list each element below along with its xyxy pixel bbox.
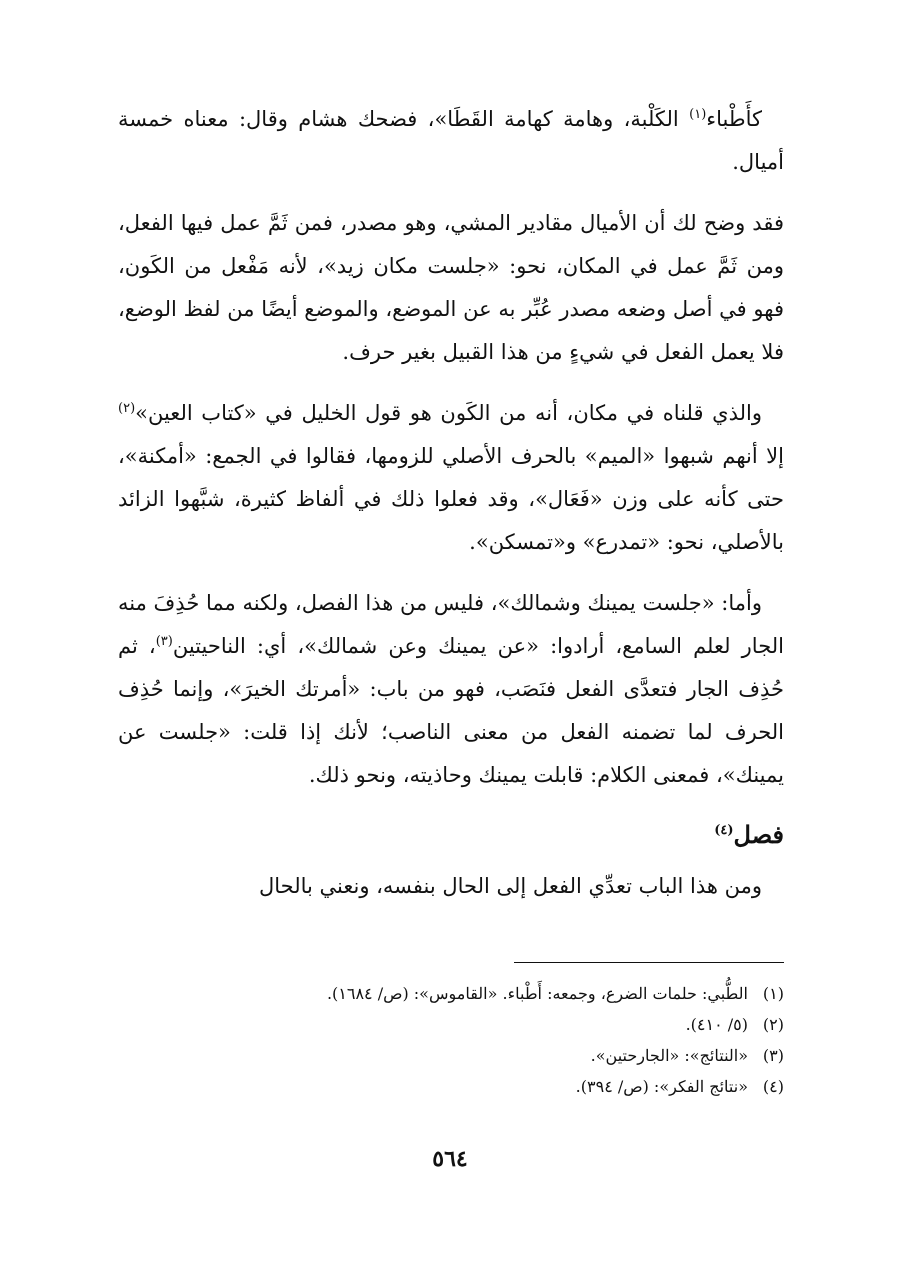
paragraph-3-rest: إلا أنهم شبهوا «الميم» بالحرف الأصلي للزومها، فقالوا في الجمع: «أمكنة»، حتى كأنه على وزن «فَعَال»، وقد فعلوا ذلك في ألفاظ كثيرة، شبَّهوا الزائد بالأصلي، نحو: «تمدرع» و«تمسكن». bbox=[118, 444, 784, 554]
paragraph-4-start: وأما: «جلست يمينك وشمالك»، فليس من هذا الفصل، ولكنه مما حُذِفَ منه الجار لعلم السامع، أرادوا: «عن يمينك وعن شمالك»، أي: الناحيتين bbox=[118, 591, 784, 658]
paragraph-2 bbox=[118, 202, 784, 374]
footnote-4 bbox=[150, 1071, 784, 1102]
footnote-2 bbox=[150, 1009, 784, 1040]
page-number: ٥٦٤ bbox=[432, 1146, 468, 1172]
footnote-text: (٥/ ٤١٠). bbox=[685, 1015, 748, 1034]
paragraph-1-start: كأَطْباء bbox=[706, 107, 762, 131]
footnote-1 bbox=[150, 978, 784, 1009]
footnote-number: (٣) bbox=[762, 1046, 784, 1065]
footnote-3 bbox=[150, 1040, 784, 1071]
footnote-divider bbox=[514, 962, 784, 963]
paragraph-5 bbox=[118, 865, 784, 908]
paragraph-1 bbox=[118, 98, 784, 184]
paragraph-5-text: ومن هذا الباب تعدِّي الفعل إلى الحال بنفسه، ونعني بالحال bbox=[258, 874, 762, 898]
footnote-ref-2[interactable]: (٢) bbox=[118, 401, 136, 416]
paragraph-4-rest: ، ثم حُذِف الجار فتعدَّى الفعل فنَصَب، فهو من باب: «أمرتك الخيرَ»، وإنما حُذِف الحرف لما تضمنه الفعل من معنى الناصب؛ لأنك إذا قلت: «جلست عن يمينك»، فمعنى الكلام: قابلت يمينك وحاذيته، ونحو ذلك. bbox=[118, 634, 784, 787]
section-heading-text: فصل bbox=[733, 820, 784, 849]
footnote-ref-1[interactable]: (١) bbox=[689, 107, 707, 122]
paragraph-2-text: فقد وضح لك أن الأميال مقادير المشي، وهو مصدر، فمن ثَمَّ عمل فيها الفعل، ومن ثَمَّ عمل في المكان، نحو: «جلست مكان زيد»، لأنه مَفْعل من الكَون، فهو في أصل وضعه مصدر عُبِّر به عن الموضع، والموضع أيضًا من لفظ الوضع، فلا يعمل الفعل في شيءٍ من هذا القبيل بغير حرف. bbox=[118, 211, 784, 364]
section-heading bbox=[118, 815, 784, 855]
paragraph-1-rest: الكَلْبة، وهامة كهامة القَطَا»، فضحك هشام وقال: معناه خمسة أميال. bbox=[118, 107, 784, 174]
footnote-text: الطُّبي: حلمات الضرع، وجمعه: أَطْباء. «القاموس»: (ص/ ١٦٨٤). bbox=[326, 984, 748, 1003]
main-text bbox=[118, 98, 784, 926]
footnote-text: «النتائج»: «الجارحتين». bbox=[590, 1046, 748, 1065]
footnote-ref-4[interactable]: (٤) bbox=[714, 823, 734, 838]
footnote-number: (١) bbox=[762, 984, 784, 1003]
footnotes bbox=[150, 978, 784, 1102]
footnote-number: (٢) bbox=[762, 1015, 784, 1034]
paragraph-3 bbox=[118, 392, 784, 564]
paragraph-4 bbox=[118, 582, 784, 797]
paragraph-3-start: والذي قلناه في مكان، أنه من الكَون هو قول الخليل في «كتاب العين» bbox=[135, 401, 762, 425]
footnote-ref-3[interactable]: (٣) bbox=[155, 634, 173, 649]
footnote-number: (٤) bbox=[762, 1077, 784, 1096]
footnote-text: «نتائج الفكر»: (ص/ ٣٩٤). bbox=[575, 1077, 748, 1096]
